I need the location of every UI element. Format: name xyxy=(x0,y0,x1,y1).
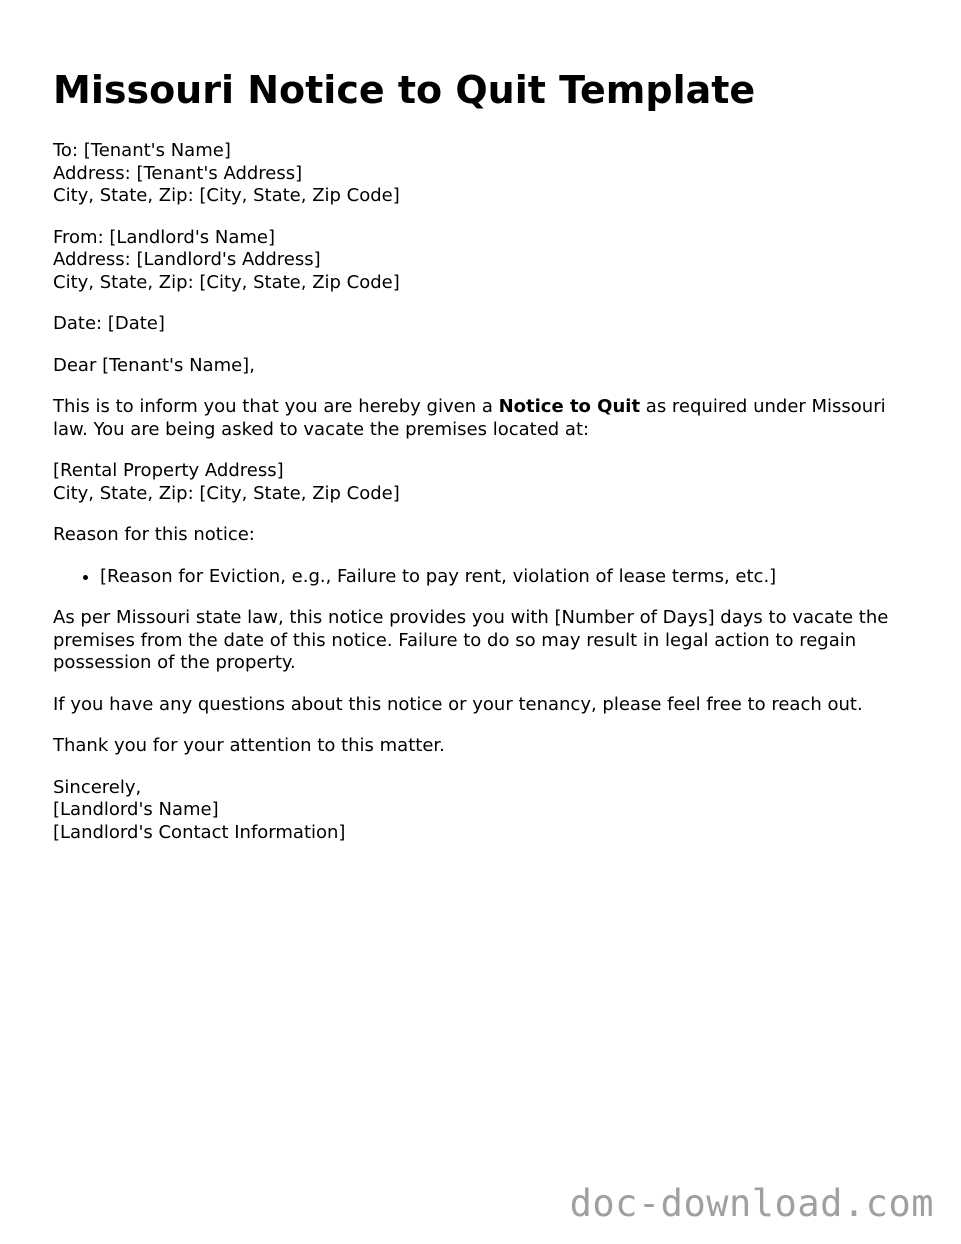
recipient-city-state-zip: City, State, Zip: [City, State, Zip Code] xyxy=(53,185,400,206)
property-block xyxy=(53,460,923,505)
sender-address: Address: [Landlord's Address] xyxy=(53,249,321,270)
sender-block xyxy=(53,227,923,295)
recipient-name: To: [Tenant's Name] xyxy=(53,140,231,161)
questions-paragraph: If you have any questions about this notice or your tenancy, please feel free to reach out. xyxy=(53,693,863,715)
intro-paragraph xyxy=(53,396,923,441)
closing-contact-info: [Landlord's Contact Information] xyxy=(53,821,346,843)
thanks-paragraph: Thank you for your attention to this matter. xyxy=(53,735,445,756)
intro-text-before: This is to inform you that you are hereby given a xyxy=(53,396,499,417)
salutation: Dear [Tenant's Name], xyxy=(53,354,255,376)
law-paragraph: As per Missouri state law, this notice provides you with [Number of Days] days to vacate the premises from the date of this notice. Failure to do so may result in legal action to regain possession of the property. xyxy=(53,607,889,673)
closing-valediction: Sincerely, xyxy=(53,776,142,798)
sender-city-state-zip: City, State, Zip: [City, State, Zip Code] xyxy=(53,271,400,293)
date-line: Date: [Date] xyxy=(53,313,165,334)
page-title: Missouri Notice to Quit Template xyxy=(53,68,756,112)
watermark: doc-download.com xyxy=(569,1182,934,1225)
reason-heading: Reason for this notice: xyxy=(53,524,255,545)
intro-text-after: as required under Missouri law. You are being asked to vacate the premises located at: xyxy=(53,396,886,440)
intro-bold-term: Notice to Quit xyxy=(498,396,641,417)
recipient-block xyxy=(53,140,923,208)
list-item: • [Reason for Eviction, e.g., Failure to pay rent, violation of lease terms, etc.] xyxy=(100,566,923,589)
property-city-state-zip: City, State, Zip: [City, State, Zip Code] xyxy=(53,482,400,504)
sender-name: From: [Landlord's Name] xyxy=(53,226,275,248)
property-address: [Rental Property Address] xyxy=(53,460,284,481)
reason-list xyxy=(53,566,923,589)
recipient-address: Address: [Tenant's Address] xyxy=(53,162,303,184)
closing-block xyxy=(53,777,923,845)
document-page xyxy=(53,68,923,863)
closing-landlord-name: [Landlord's Name] xyxy=(53,799,219,820)
